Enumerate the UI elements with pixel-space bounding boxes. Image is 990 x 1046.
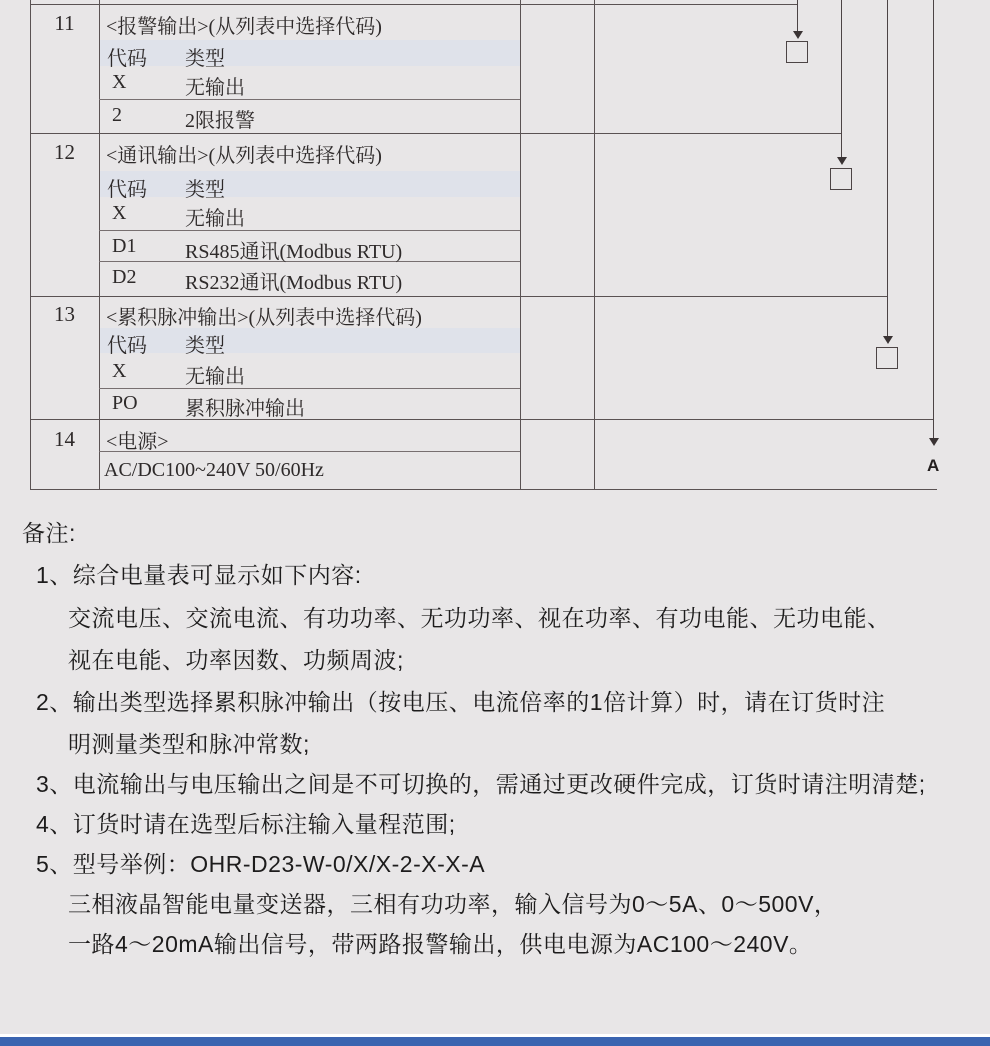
table-bottom-border: [30, 489, 937, 490]
drop-line-pulse: [887, 0, 888, 341]
row12-top-border: [30, 133, 841, 134]
row12-title: <通讯输出>(从列表中选择代码): [106, 145, 382, 167]
row11-option-type: 无输出: [185, 77, 245, 99]
row14-top-border: [30, 419, 933, 420]
row13-number: 13: [54, 302, 75, 326]
power-spec: AC/DC100~240V 50/60Hz: [104, 459, 324, 481]
row13-separator: [99, 388, 520, 389]
note-line-5: 5、型号举例：OHR-D23-W-0/X/X-2-X-X-A: [36, 851, 486, 877]
row12-number: 12: [54, 140, 75, 164]
row12-option-type: RS232通讯(Modbus RTU): [185, 272, 403, 294]
row11-header-band: [100, 40, 520, 66]
model-code-box-alarm: [786, 41, 808, 63]
note-line-2: 2、输出类型选择累积脉冲输出（按电压、电流倍率的1倍计算）时，请在订货时注: [36, 689, 886, 715]
row12-option-code: X: [112, 202, 127, 224]
row13-title: <累积脉冲输出>(从列表中选择代码): [106, 307, 422, 329]
notes-heading: 备注:: [22, 520, 76, 546]
row12-option-type: RS485通讯(Modbus RTU): [185, 241, 403, 263]
note-line-1-cont: 视在电能、功率因数、功频周波;: [68, 647, 404, 673]
row13-option-code: PO: [112, 392, 138, 414]
note-line-5-cont: 三相液晶智能电量变送器，三相有功功率，输入信号为0～5A、0～500V，: [68, 891, 838, 917]
row13-code-header: 代码: [107, 335, 147, 357]
row12-code-header: 代码: [107, 179, 147, 201]
row11-code-header: 代码: [107, 48, 147, 70]
row11-top-border: [30, 4, 797, 5]
drop-line-comm: [841, 0, 842, 162]
note-line-1: 1、综合电量表可显示如下内容:: [36, 562, 362, 588]
note-line-3: 3、电流输出与电压输出之间是不可切换的，需通过更改硬件完成，订货时请注明清楚;: [36, 771, 926, 797]
model-code-box-pulse: [876, 347, 898, 369]
row11-type-header: 类型: [185, 48, 225, 70]
footer-bar: [0, 1037, 990, 1046]
table-col1-border: [99, 0, 100, 490]
row14-number: 14: [54, 427, 75, 451]
power-code-letter: A: [927, 456, 940, 475]
row13-header-band: [100, 328, 520, 353]
row11-number: 11: [54, 11, 75, 35]
row11-title: <报警输出>(从列表中选择代码): [106, 16, 382, 38]
row13-top-border: [30, 296, 887, 297]
table-right-border: [594, 0, 595, 490]
row11-option-type: 2限报警: [185, 110, 255, 132]
row11-option-code: 2: [112, 104, 122, 126]
row12-option-code: D2: [112, 266, 137, 288]
row12-separator-1: [99, 230, 520, 231]
note-line-4: 4、订货时请在选型后标注输入量程范围;: [36, 811, 456, 837]
note-line-5-cont: 一路4～20mA输出信号，带两路报警输出，供电电源为AC100～240V。: [68, 931, 813, 957]
arrow-down-icon: [883, 336, 893, 344]
row11-separator: [99, 99, 520, 100]
note-line-1-cont: 交流电压、交流电流、有功功率、无功功率、视在功率、有功电能、无功电能、: [68, 605, 891, 631]
table-left-border: [30, 0, 31, 490]
arrow-down-icon: [837, 157, 847, 165]
row14-title: <电源>: [106, 431, 169, 453]
row11-option-code: X: [112, 71, 127, 93]
row12-option-code: D1: [112, 235, 137, 257]
row12-type-header: 类型: [185, 179, 225, 201]
row12-option-type: 无输出: [185, 208, 245, 230]
row13-option-type: 无输出: [185, 366, 245, 388]
arrow-down-icon: [793, 31, 803, 39]
table-col2-border: [520, 0, 521, 490]
model-code-box-comm: [830, 168, 852, 190]
drop-line-power: [933, 0, 934, 443]
row13-option-type: 累积脉冲输出: [185, 398, 305, 420]
arrow-down-icon: [929, 438, 939, 446]
row13-option-code: X: [112, 360, 127, 382]
row13-type-header: 类型: [185, 335, 225, 357]
row12-header-band: [100, 171, 520, 197]
note-line-2-cont: 明测量类型和脉冲常数;: [68, 731, 310, 757]
